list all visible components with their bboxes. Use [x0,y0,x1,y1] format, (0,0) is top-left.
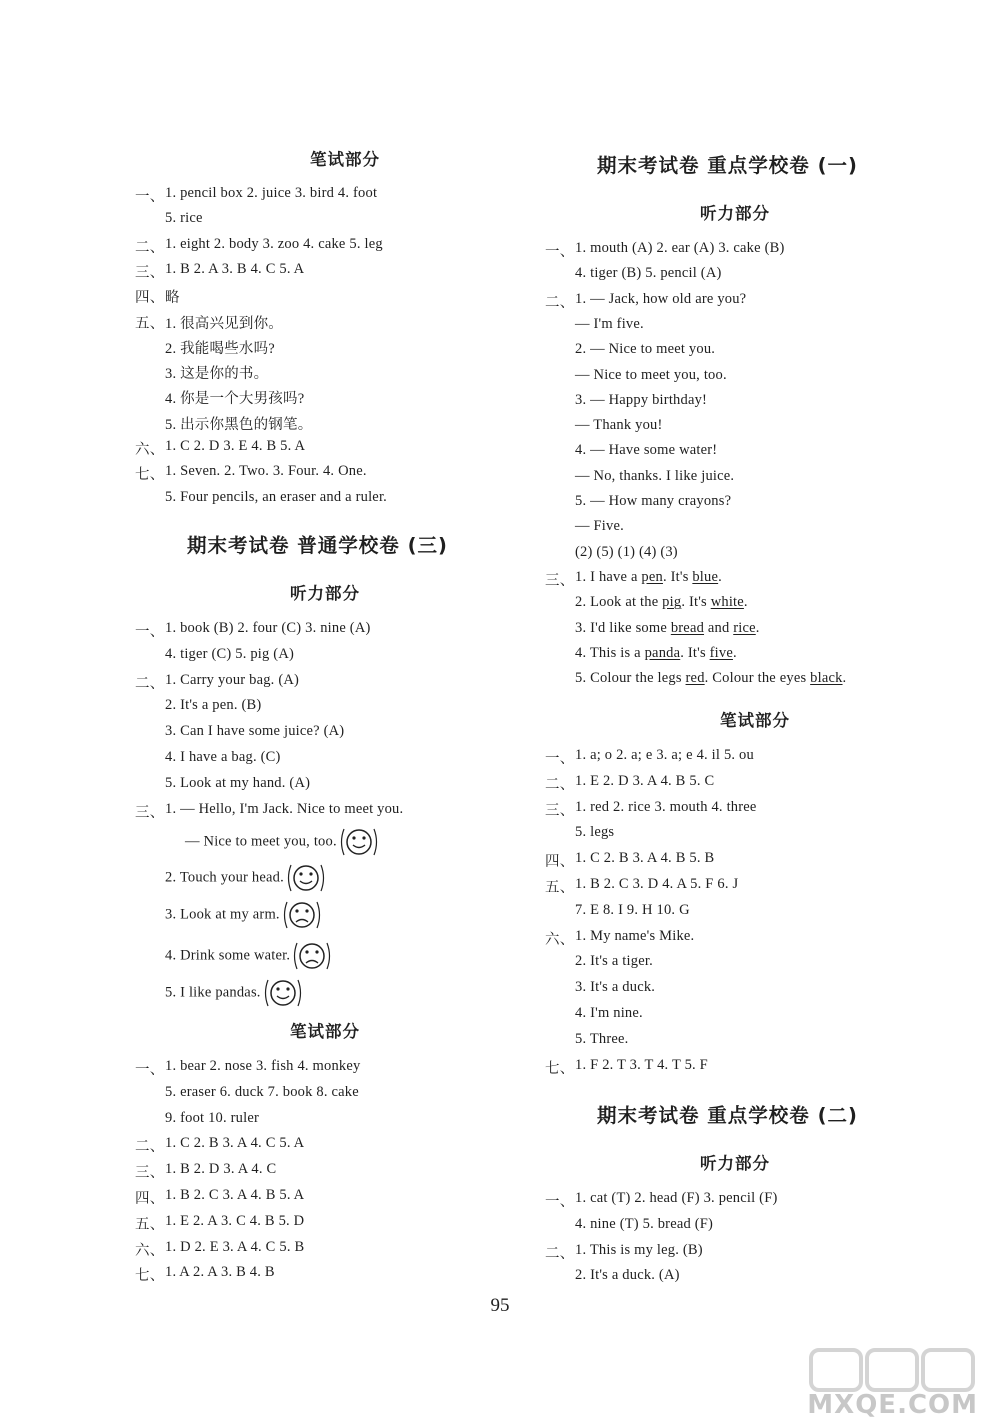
answer-line: 5. eraser 6. duck 7. book 8. cake [165,1083,359,1100]
answer-line: 2. It's a tiger. [575,953,653,970]
answer-text: and [704,619,734,636]
answer-line: 1. E 2. D 3. A 4. B 5. C [575,772,715,789]
happy-face-icon [286,862,326,894]
answer-text: 1. I have a [575,569,642,585]
answer-text: 4. This is a [575,644,645,661]
answer-line: 5. Four pencils, an eraser and a ruler. [165,488,388,505]
answer-line: 9. foot 10. ruler [165,1109,260,1126]
question-number: 一、 [545,751,575,767]
answer-text: . Colour the eyes [704,670,811,687]
answer-line: 4. — Have some water! [575,442,718,459]
answer-line: — Five. [575,518,624,535]
question-number: 三、 [135,804,165,821]
question-number: 四、 [135,290,165,307]
section-title-listening-r3: 听力部分 [700,1154,770,1173]
underlined-answer-word: bread [670,619,705,636]
answer-line: 1. pencil box 2. juice 3. bird 4. foot [165,185,378,201]
question-number: 一、 [135,189,165,205]
answer-line: 1. — Hello, I'm Jack. Nice to meet you. [165,800,404,817]
answer-line: 1. B 2. C 3. D 4. A 5. F 6. J [575,876,739,892]
answer-line: — Nice to meet you, too. [575,366,727,383]
answer-line: 2. It's a duck. (A) [575,1267,680,1284]
happy-face-icon [263,977,303,1009]
answer-line: 3. — Happy birthday! [575,391,708,408]
answer-line: (2) (5) (1) (4) (3) [575,543,678,560]
underlined-answer-word: panda [644,644,681,661]
question-number: 一、 [545,244,575,260]
answer-line: 1. D 2. E 3. A 4. C 5. B [165,1238,305,1255]
question-number: 五、 [135,1216,165,1233]
underlined-answer-word: white [710,594,744,611]
question-number: 二、 [135,239,165,256]
answer-line: 1. Seven. 2. Two. 3. Four. 4. One. [165,463,367,480]
sad-face-icon [292,940,332,972]
answer-line: 5. legs [575,824,615,841]
question-number: 五、 [135,315,165,332]
section-title-written-1: 笔试部分 [310,150,380,169]
answer-line: 4. tiger (B) 5. pencil (A) [575,265,722,282]
answer-line: 5. Three. [575,1030,629,1047]
section-title-listening-2: 听力部分 [290,584,360,603]
answer-line: 2. It's a pen. (B) [165,697,262,714]
exam-title-key-1: 期末考试卷 重点学校卷 (一) [597,154,858,177]
answer-line: 1. C 2. B 3. A 4. C 5. A [165,1135,305,1152]
question-number: 四、 [545,854,575,871]
question-number: 二、 [545,776,575,793]
question-number: 六、 [545,931,575,948]
answer-text: . It's [681,594,711,611]
face-answer-line [165,977,303,1009]
exam-title-ordinary-3: 期末考试卷 普通学校卷 (三) [187,534,448,557]
answer-line [575,645,737,662]
answer-line: 4. I have a bag. (C) [165,749,281,765]
question-number: 二、 [135,1139,165,1156]
question-number: 二、 [135,675,165,692]
answer-line: 5. Look at my hand. (A) [165,774,311,791]
answer-line: 1. a; o 2. a; e 3. a; e 4. il 5. ou [575,747,754,763]
question-number: 二、 [545,294,575,311]
face-answer-text: 5. I like pandas. [165,984,261,1001]
underlined-answer-word: rice [733,619,756,636]
answer-line: 1. B 2. A 3. B 4. C 5. A [165,260,305,277]
answer-line: 1. B 2. D 3. A 4. C [165,1161,277,1178]
face-answer-text: — Nice to meet you, too. [185,833,337,850]
answer-line: 3. It's a duck. [575,979,656,996]
question-number: 一、 [135,1062,165,1078]
section-title-written-3: 笔试部分 [290,1022,360,1041]
face-answer-line [165,899,322,931]
question-number: 六、 [135,442,165,458]
exam-title-key-2: 期末考试卷 重点学校卷 (二) [597,1104,858,1127]
page-number: 95 [490,1295,510,1316]
question-number: 六、 [135,1242,165,1259]
face-answer-text: 4. Drink some water. [165,947,291,964]
answer-line: — I'm five. [575,315,644,332]
answer-line: 1. E 2. A 3. C 4. B 5. D [165,1212,305,1229]
face-answer-text: 2. Touch your head. [165,869,284,886]
answer-line: — No, thanks. I like juice. [575,467,735,484]
answer-line: 1. B 2. C 3. A 4. B 5. A [165,1187,305,1203]
answer-text: . [842,670,847,687]
question-number: 一、 [135,624,165,640]
answer-text: 2. Look at the [575,594,663,611]
answer-line: 1. A 2. A 3. B 4. B [165,1264,275,1281]
question-number: 七、 [545,1060,575,1077]
answer-line: 1. book (B) 2. four (C) 3. nine (A) [165,620,371,636]
question-number: 三、 [545,802,575,819]
answer-line: 1. — Jack, how old are you? [575,290,747,307]
question-number: 七、 [135,1268,165,1285]
answer-line: 1. C 2. B 3. A 4. B 5. B [575,850,715,867]
answer-text: . [743,594,748,611]
answer-line: 4. 你是一个大男孩吗? [165,391,305,408]
question-number: 二、 [545,1245,575,1262]
underlined-answer-word: black [810,670,843,687]
answer-line: 7. E 8. I 9. H 10. G [575,901,690,918]
underlined-answer-word: pen [641,569,663,585]
happy-face-icon [339,826,379,858]
sad-face-icon [282,899,322,931]
answer-line: 3. Can I have some juice? (A) [165,723,345,740]
underlined-answer-word: blue [692,569,719,585]
answer-line [575,670,846,687]
answer-line: 1. My name's Mike. [575,927,695,944]
answer-line [575,569,722,586]
face-answer-text: 3. Look at my arm. [165,906,280,923]
answer-line: 略 [165,290,180,307]
answer-line: 1. This is my leg. (B) [575,1241,703,1258]
answer-text: . [732,644,737,661]
answer-text: . It's [680,644,710,661]
section-title-listening-r1: 听力部分 [700,204,770,223]
answer-line: 1. C 2. D 3. E 4. B 5. A [165,438,306,454]
answer-line: 5. 出示你黑色的钢笔。 [165,416,313,433]
question-number: 三、 [135,264,165,281]
watermark-text: MXQE.COM [807,1390,978,1420]
question-number: 四、 [135,1191,165,1207]
answer-line: 1. eight 2. body 3. zoo 4. cake 5. leg [165,235,383,252]
question-number: 一、 [545,1194,575,1210]
answer-line: 1. Carry your bag. (A) [165,671,300,688]
answer-text: 5. Colour the legs [575,670,686,687]
question-number: 三、 [545,573,575,589]
answer-line: 5. rice [165,210,203,227]
answer-line: 1. 很高兴见到你。 [165,315,283,332]
underlined-answer-word: pig [662,594,682,611]
section-title-written-r2: 笔试部分 [720,711,790,730]
face-answer-line [165,940,332,972]
answer-line: 2. — Nice to meet you. [575,341,716,358]
answer-line: 4. I'm nine. [575,1005,643,1021]
answer-line: 1. F 2. T 3. T 4. T 5. F [575,1056,708,1073]
answer-line: 5. — How many crayons? [575,493,732,509]
answer-line: 4. nine (T) 5. bread (F) [575,1215,714,1232]
answer-text: . It's [662,569,693,585]
question-number: 五、 [545,880,575,896]
answer-line [575,620,760,637]
answer-text: . [755,619,760,636]
face-answer-line [185,826,379,858]
question-number: 三、 [135,1165,165,1182]
answer-text: . [718,569,722,585]
underlined-answer-word: red [685,670,705,687]
answer-line: 1. bear 2. nose 3. fish 4. monkey [165,1058,361,1074]
question-number: 七、 [135,467,165,484]
answer-line [575,594,748,611]
answer-line: 1. mouth (A) 2. ear (A) 3. cake (B) [575,240,785,256]
answer-line: 2. 我能喝些水吗? [165,340,275,357]
answer-text: 3. I'd like some [575,619,671,636]
answer-line: 1. cat (T) 2. head (F) 3. pencil (F) [575,1190,778,1206]
answer-line: 4. tiger (C) 5. pig (A) [165,645,295,662]
answer-line: 1. red 2. rice 3. mouth 4. three [575,798,757,815]
underlined-answer-word: five [709,644,733,661]
answer-line: 3. 这是你的书。 [165,366,269,383]
face-answer-line [165,862,326,894]
answer-line: — Thank you! [575,417,663,434]
